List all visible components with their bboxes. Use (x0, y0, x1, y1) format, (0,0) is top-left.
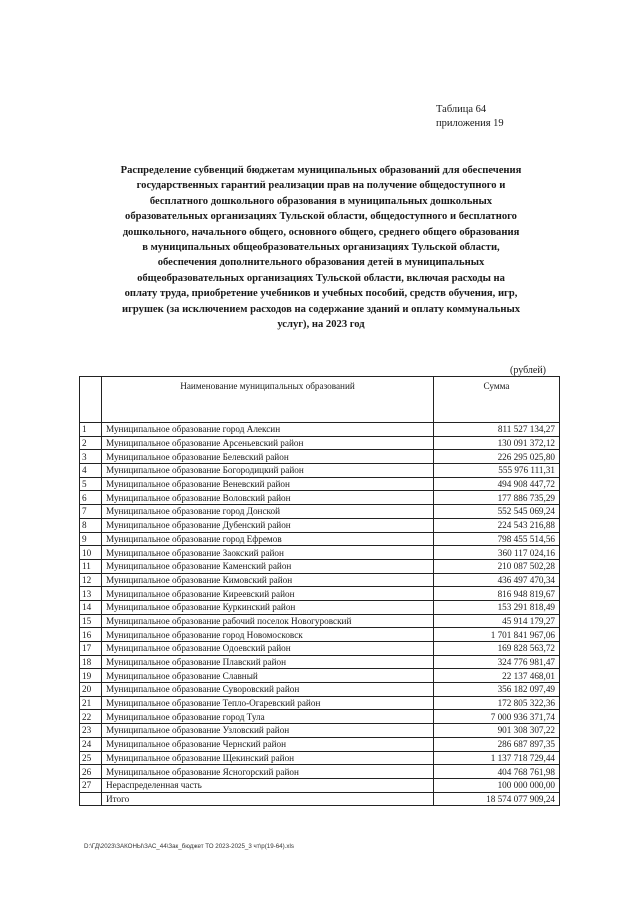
row-number: 14 (80, 600, 102, 614)
amount: 7 000 936 371,74 (434, 710, 560, 724)
amount: 1 701 841 967,06 (434, 628, 560, 642)
table-row (80, 464, 560, 478)
table-row (80, 710, 560, 724)
table-row (80, 683, 560, 697)
units-label: (рублей) (510, 365, 547, 376)
row-number: 2 (80, 436, 102, 450)
row-number: 24 (80, 737, 102, 751)
table-row (80, 778, 560, 792)
amount: 210 087 502,28 (434, 559, 560, 573)
row-number: 6 (80, 491, 102, 505)
amount: 177 886 735,29 (434, 491, 560, 505)
amount: 901 308 307,22 (434, 724, 560, 738)
row-number: 23 (80, 724, 102, 738)
table-row (80, 505, 560, 519)
row-number: 15 (80, 614, 102, 628)
amount: 1 137 718 729,44 (434, 751, 560, 765)
table-row (80, 423, 560, 437)
header-name-cell: Наименование муниципальных образований (102, 377, 434, 423)
title-line: Распределение субвенций бюджетам муниципальных образований для обеспечения (120, 165, 522, 176)
amount: 404 768 761,98 (434, 765, 560, 779)
row-number: 19 (80, 669, 102, 683)
municipality-name: Муниципальное образование город Ефремов (102, 532, 434, 546)
municipality-name: Муниципальное образование Кимовский район (102, 573, 434, 587)
municipality-name: Муниципальное образование Узловский район (102, 724, 434, 738)
table-row (80, 573, 560, 587)
table-row (80, 518, 560, 532)
table-row (80, 546, 560, 560)
row-number: 25 (80, 751, 102, 765)
amount: 552 545 069,24 (434, 505, 560, 519)
municipality-name: Муниципальное образование Куркинский район (102, 600, 434, 614)
municipality-name: Муниципальное образование Суворовский район (102, 683, 434, 697)
row-number: 12 (80, 573, 102, 587)
row-number: 16 (80, 628, 102, 642)
title-line: общеобразовательных организациях Тульской области, включая расходы на (137, 272, 505, 284)
row-number: 10 (80, 546, 102, 560)
amount: 169 828 563,72 (434, 642, 560, 656)
row-number: 20 (80, 683, 102, 697)
table-row (80, 587, 560, 601)
municipality-name: Муниципальное образование Киреевский район (102, 587, 434, 601)
table-row (80, 559, 560, 573)
municipality-name: Муниципальное образование Чернский район (102, 737, 434, 751)
municipality-name: Муниципальное образование Тепло-Огаревский район (102, 696, 434, 710)
row-number: 26 (80, 765, 102, 779)
amount: 798 455 514,56 (434, 532, 560, 546)
table-row (80, 669, 560, 683)
municipality-name: Муниципальное образование Ясногорский район (102, 765, 434, 779)
municipality-name: Муниципальное образование Славный (102, 669, 434, 683)
title-line: в муниципальных общеобразовательных организациях Тульской области, (142, 242, 500, 254)
amount: 360 117 024,16 (434, 546, 560, 560)
table-row (80, 491, 560, 505)
row-number: 4 (80, 464, 102, 478)
municipality-name: Муниципальное образование Заокский район (102, 546, 434, 560)
row-number: 22 (80, 710, 102, 724)
table-reference (436, 103, 504, 131)
row-number: 7 (80, 505, 102, 519)
municipality-name: Муниципальное образование город Алексин (102, 423, 434, 437)
municipality-name: Муниципальное образование Арсеньевский район (102, 436, 434, 450)
table-row (80, 436, 560, 450)
municipality-name: Муниципальное образование Плавский район (102, 655, 434, 669)
amount: 130 091 372,12 (434, 436, 560, 450)
title-line: игрушек (за исключением расходов на содержание зданий и оплату коммунальных (121, 303, 521, 315)
table-row (80, 792, 560, 806)
table-row (80, 532, 560, 546)
table-row (80, 477, 560, 491)
row-number: 1 (80, 423, 102, 437)
municipality-name: Муниципальное образование Богородицкий район (102, 464, 434, 478)
municipality-name: Муниципальное образование город Донской (102, 505, 434, 519)
table-row (80, 696, 560, 710)
title-line: дошкольного, начального общего, основного общего, среднего общего образования (122, 226, 520, 238)
row-number: 13 (80, 587, 102, 601)
amount: 816 948 819,67 (434, 587, 560, 601)
title-line: оплату труда, приобретение учебников и учебных пособий, средств обучения, игр, (124, 288, 518, 300)
municipality-name: Муниципальное образование город Тула (102, 710, 434, 724)
table-row (80, 628, 560, 642)
table-row (80, 642, 560, 656)
amount: 172 805 322,36 (434, 696, 560, 710)
amount: 224 543 216,88 (434, 518, 560, 532)
municipality-name: Муниципальное образование Белевский район (102, 450, 434, 464)
title-line: образовательных организациях Тульской области, общедоступного и бесплатного (125, 211, 517, 223)
title-line: обеспечения дополнительного образования детей в муниципальных (157, 257, 485, 269)
amount: 45 914 179,27 (434, 614, 560, 628)
appendix-number: приложения 19 (436, 118, 504, 129)
amount: 18 574 077 909,24 (434, 792, 560, 806)
document-title (78, 163, 564, 332)
municipality-name: Нераспределенная часть (102, 778, 434, 792)
table-row (80, 614, 560, 628)
municipality-name: Муниципальное образование Каменский район (102, 559, 434, 573)
subsidy-table (79, 376, 560, 806)
row-number: 8 (80, 518, 102, 532)
row-number: 18 (80, 655, 102, 669)
table-number: Таблица 64 (436, 104, 487, 115)
municipality-name: Муниципальное образование Щекинский район (102, 751, 434, 765)
header-number-cell (80, 377, 102, 423)
row-number: 11 (80, 559, 102, 573)
row-number: 5 (80, 477, 102, 491)
amount: 356 182 097,49 (434, 683, 560, 697)
amount: 494 908 447,72 (434, 477, 560, 491)
title-line: бесплатного дошкольного образования в муниципальных дошкольных (149, 195, 493, 207)
amount: 100 000 000,00 (434, 778, 560, 792)
municipality-name: Муниципальное образование Дубенский район (102, 518, 434, 532)
municipality-name: Муниципальное образование рабочий поселок Новогуровский (102, 614, 434, 628)
municipality-name: Итого (102, 792, 434, 806)
amount: 286 687 897,35 (434, 737, 560, 751)
municipality-name: Муниципальное образование Веневский район (102, 477, 434, 491)
amount: 811 527 134,27 (434, 423, 560, 437)
row-number: 27 (80, 778, 102, 792)
amount: 436 497 470,34 (434, 573, 560, 587)
row-number: 17 (80, 642, 102, 656)
table-row (80, 737, 560, 751)
table-header-row (80, 377, 560, 423)
table-row (80, 655, 560, 669)
municipality-name: Муниципальное образование Одоевский район (102, 642, 434, 656)
table-row (80, 450, 560, 464)
file-path-footer: D:\ГД\2023\ЗАКОНЫ\ЗАС_44\Зак_бюджет ТО 2023-2025_3 чт\р(19-64).xls (84, 843, 294, 850)
table-row (80, 724, 560, 738)
amount: 324 776 981,47 (434, 655, 560, 669)
municipality-name: Муниципальное образование город Новомосковск (102, 628, 434, 642)
amount: 22 137 468,01 (434, 669, 560, 683)
amount: 226 295 025,80 (434, 450, 560, 464)
row-number: 21 (80, 696, 102, 710)
table-row (80, 765, 560, 779)
amount: 153 291 818,49 (434, 600, 560, 614)
table-row (80, 600, 560, 614)
header-sum-cell: Сумма (434, 377, 560, 423)
title-line: государственных гарантий реализации прав на получение общедоступного и (136, 180, 506, 192)
table-row (80, 751, 560, 765)
row-number: 9 (80, 532, 102, 546)
row-number (80, 792, 102, 806)
row-number: 3 (80, 450, 102, 464)
municipality-name: Муниципальное образование Воловский район (102, 491, 434, 505)
amount: 555 976 111,31 (434, 464, 560, 478)
title-line: услуг), на 2023 год (277, 319, 365, 331)
